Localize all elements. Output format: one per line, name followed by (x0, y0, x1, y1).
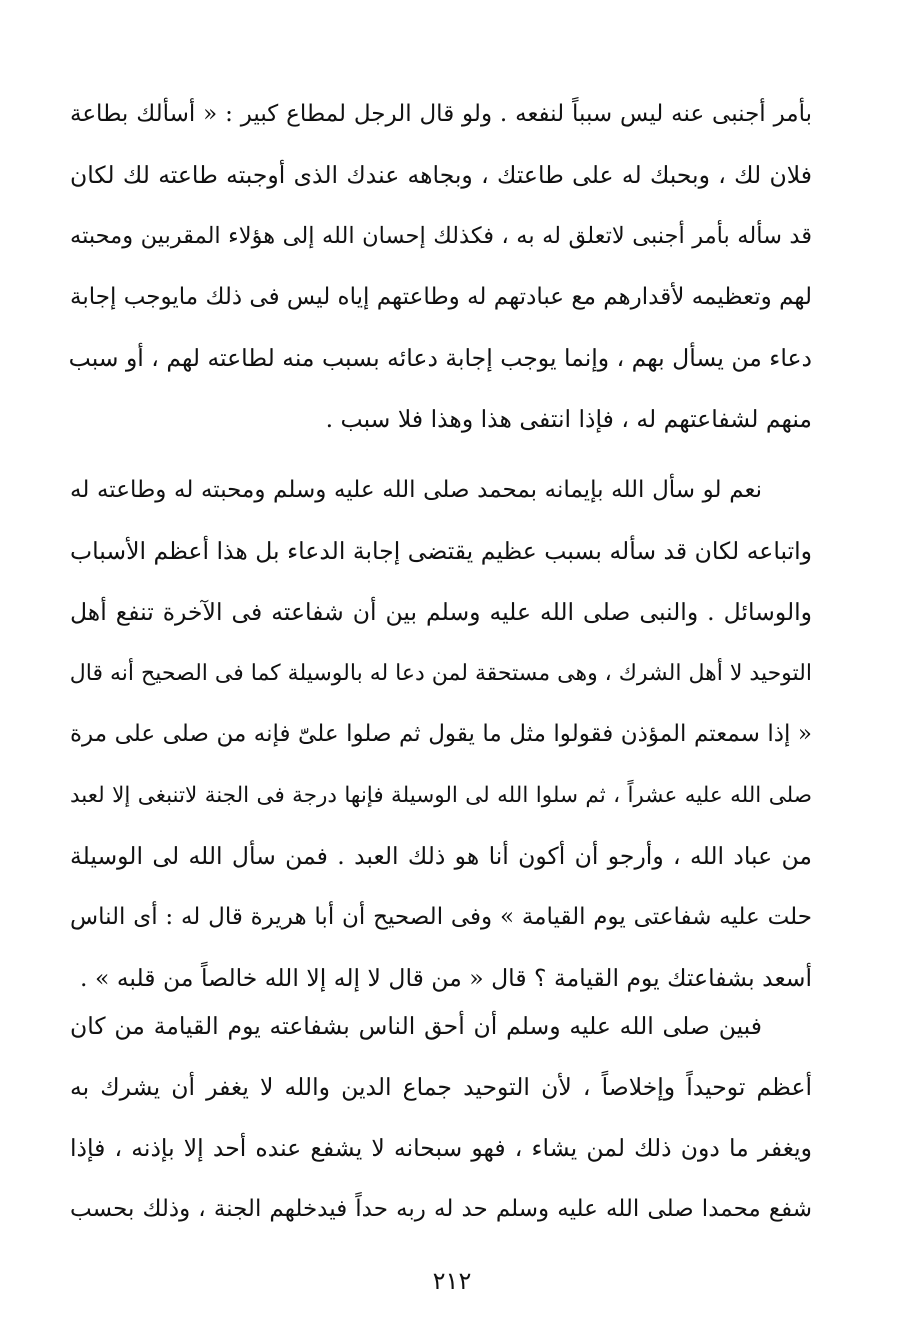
text-line: نعم لو سأل الله بإيمانه بمحمد صلى الله عليه وسلم ومحبته له وطاعته له (70, 477, 762, 503)
text-line: فلان لك ، وبحبك له على طاعتك ، وبجاهه عندك الذى أوجبته طاعته لك لكان (70, 161, 812, 189)
text-line: شفع محمدا صلى الله عليه وسلم حد له ربه حداً فيدخلهم الجنة ، وذلك بحسب (70, 1196, 812, 1222)
paragraph-2 (70, 460, 812, 1009)
text-line: بأمر أجنبى عنه ليس سبباً لنفعه . ولو قال الرجل لمطاع كبير : « أسألك بطاعة (70, 101, 812, 127)
paragraph-3 (70, 996, 812, 1240)
text-line: فبين صلى الله عليه وسلم أن أحق الناس بشفاعته يوم القيامة من كان (70, 1012, 762, 1040)
text-line: حلت عليه شفاعتى يوم القيامة » وفى الصحيح أن أبا هريرة قال له : أى الناس (70, 904, 812, 930)
text-line: دعاء من يسأل بهم ، وإنما يوجب إجابة دعائه بسبب منه لطاعته لهم ، أو سبب (68, 344, 812, 372)
text-line: ويغفر ما دون ذلك لمن يشاء ، فهو سبحانه لا يشفع عنده أحد إلا بإذنه ، فإذا (70, 1134, 812, 1162)
text-line: والوسائل . والنبى صلى الله عليه وسلم بين أن شفاعته فى الآخرة تنفع أهل (70, 598, 812, 626)
text-line: أعظم توحيداً وإخلاصاً ، لأن التوحيد جماع الدين والله لا يغفر أن يشرك به (70, 1073, 812, 1101)
text-line: من عباد الله ، وأرجو أن أكون أنا هو ذلك العبد . فمن سأل الله لى الوسيلة (70, 842, 812, 870)
text-line: أسعد بشفاعتك يوم القيامة ؟ قال « من قال لا إله إلا الله خالصاً من قلبه » . (80, 964, 812, 992)
text-line: التوحيد لا أهل الشرك ، وهى مستحقة لمن دعا له بالوسيلة كما فى الصحيح أنه قال (69, 661, 812, 686)
text-line: منهم لشفاعتهم له ، فإذا انتفى هذا وهذا فلا سبب . (325, 405, 812, 433)
page-number: ٢١٢ (432, 1267, 472, 1295)
text-line: صلى الله عليه عشراً ، ثم سلوا الله لى الوسيلة فإنها درجة فى الجنة لاتنبغى إلا لعبد (70, 783, 812, 808)
text-line: « إذا سمعتم المؤذن فقولوا مثل ما يقول ثم صلوا علىّ فإنه من صلى على مرة (70, 721, 812, 747)
paragraph-1 (70, 84, 812, 450)
text-line: واتباعه لكان قد سأله بسبب عظيم يقتضى إجابة الدعاء بل هذا أعظم الأسباب (70, 537, 812, 565)
text-line: لهم وتعظيمه لأقدارهم مع عبادتهم له وطاعتهم إياه ليس فى ذلك مايوجب إجابة (70, 284, 812, 310)
text-line: قد سأله بأمر أجنبى لاتعلق له به ، فكذلك إحسان الله إلى هؤلاء المقربين ومحبته (70, 223, 812, 249)
